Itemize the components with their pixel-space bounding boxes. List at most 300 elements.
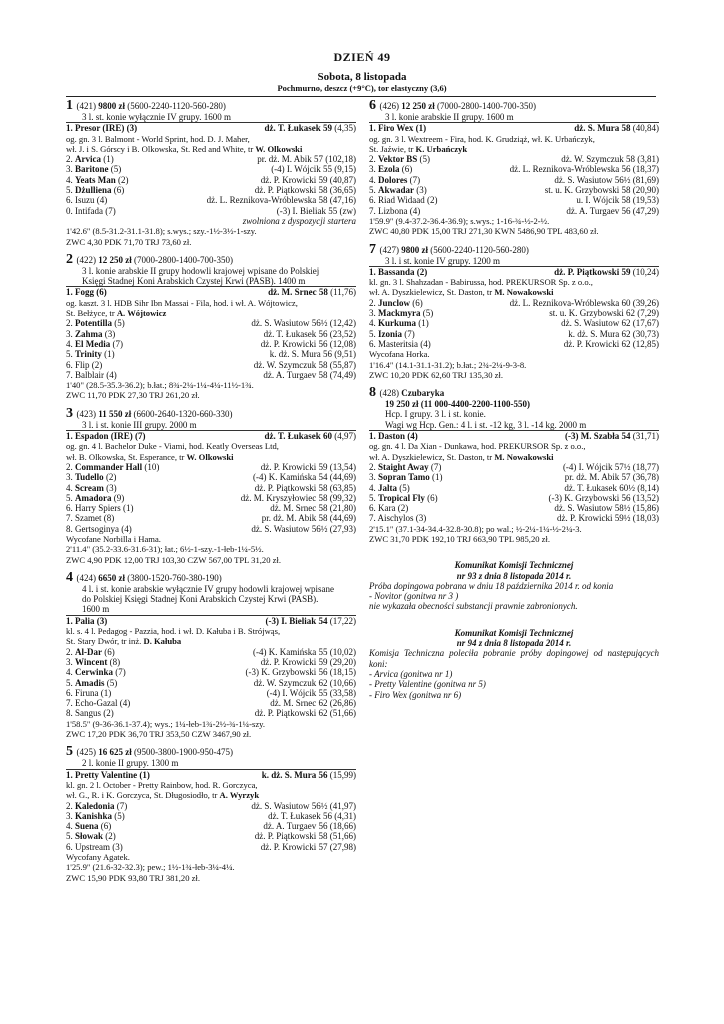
horse-cell — [369, 431, 418, 441]
horse-cell — [369, 462, 441, 472]
result-position: 8. — [66, 523, 75, 534]
horse-cell — [66, 657, 120, 667]
jockey-cell: dż. P. Piątkowski 62 (51,66) — [254, 708, 356, 719]
result-row — [369, 503, 659, 513]
jockey-cell: pr. dż. M. Abik 57 (102,18) — [257, 154, 356, 165]
result-info-line: og. kaszt. 3 l. HDB Sihr Ibn Massai - Fila, hod. i wł. A. Wójtowicz, — [66, 297, 298, 308]
horse-extra: (3) — [414, 185, 427, 196]
race-prize-split: (3800-1520-760-380-190) — [127, 572, 222, 583]
horse-name: Trinity — [75, 349, 102, 360]
result-info-line: 1'59.9" (9.4-37.2-36.4-36.9); s.wys.; 1-16-¾-½-2-½. — [369, 215, 550, 226]
horse-cell — [369, 195, 437, 205]
result-position: 6. — [66, 359, 75, 370]
horse-extra: (4) — [405, 431, 418, 442]
trainer-name: D. Kałuba — [143, 636, 182, 647]
result-row — [369, 175, 659, 185]
result-info-line: ZWC 4,30 PDK 71,70 TRJ 73,60 zł. — [66, 236, 192, 247]
result-row — [66, 329, 356, 339]
jockey-odds: (11,76) — [327, 287, 356, 298]
race-block — [66, 251, 356, 401]
horse-cell — [66, 349, 115, 359]
jockey-cell: dż. P. Piątkowski 58 (36,65) — [254, 185, 356, 196]
horse-cell — [66, 811, 125, 821]
jockey-cell: dż. P. Krowicki 57 (27,98) — [260, 841, 356, 852]
horse-extra: (6) — [102, 646, 115, 657]
result-info-line: wł. B. Olkowska, St. Esperance, tr W. Olkowski — [66, 451, 234, 462]
race-conditions: 4 l. i st. konie arabskie wyłącznie IV grupy hodowli krajowej wpisane — [82, 583, 335, 594]
result-position: 1. — [369, 266, 378, 277]
result-position: 6. — [66, 841, 75, 852]
result-info-line: og. gn. 4 l. Da Xian - Dunkawa, hod. PREKURSOR Sp. z o.o., — [369, 441, 586, 452]
horse-cell — [66, 513, 114, 523]
trainer-name: A. Wójtowicz — [116, 308, 167, 319]
result-info-line: 1'25.9" (21.6-32-32.3); pew.; 1½-1¾-łeb-3¼-4¼. — [66, 862, 235, 873]
horse-cell — [66, 318, 125, 328]
result-position: 3. — [66, 164, 75, 175]
horse-name: Yeats Man — [75, 174, 116, 185]
horse-cell — [66, 185, 124, 195]
horse-cell — [66, 206, 116, 216]
horse-cell — [369, 318, 429, 328]
jockey-cell: dż. P. Krowicki 62 (12,85) — [563, 338, 659, 349]
result-info-line: wł. G., R. i K. Gorczyca, St. Długosiodło, tr A. Wyrzyk — [66, 790, 260, 801]
horse-extra: (3) — [94, 615, 108, 626]
result-row — [66, 431, 356, 441]
horse-name: Riad Widaad (2) — [378, 195, 438, 206]
jockey-cell: (-3) I. Bieliak 54 (17,22) — [265, 615, 356, 626]
jockey-cell: (-4) I. Wójcik 55 (33,58) — [266, 687, 356, 698]
result-position: 7. — [66, 513, 75, 524]
race-block — [66, 569, 356, 740]
result-row — [66, 462, 356, 472]
jockey-cell: k. dż. S. Mura 56 (9,51) — [269, 349, 356, 360]
result-row — [66, 318, 356, 328]
horse-cell — [369, 513, 426, 523]
horse-name: Presor — [75, 123, 101, 134]
horse-cell — [369, 472, 443, 482]
result-row — [369, 308, 659, 318]
result-row — [66, 698, 356, 708]
result-position: 2. — [66, 318, 75, 329]
jockey-cell: (-4) I. Wójcik 57½ (18,77) — [562, 461, 659, 472]
result-position: 3. — [66, 656, 75, 667]
horse-name: Masteritsia (4) — [378, 338, 431, 349]
race-heading — [66, 405, 356, 421]
date-heading: Sobota, 8 listopada — [317, 71, 407, 83]
race-heading — [66, 251, 356, 267]
horse-name: Suena — [75, 821, 99, 832]
horse-name: Staight Away — [378, 461, 429, 472]
result-position: 7. — [369, 205, 378, 216]
result-position: 1. — [66, 431, 75, 442]
horse-name: Lizbona (4) — [378, 205, 421, 216]
jockey-cell: pr. dż. M. Abik 58 (44,69) — [261, 513, 356, 524]
result-row — [66, 513, 356, 523]
result-row — [369, 206, 659, 216]
horse-cell — [369, 503, 408, 513]
result-position: 5. — [66, 831, 75, 842]
horse-name: Balblair (4) — [75, 369, 117, 380]
result-row — [66, 524, 356, 534]
horse-extra: (1) — [416, 318, 429, 329]
horse-cell — [369, 493, 438, 503]
race-conditions: 2 l. konie II grupy. 1300 m — [66, 758, 356, 769]
result-info-line: ZWC 40,80 PDK 15,00 TRJ 271,30 KWN 5486,90 TPL 483,60 zł. — [369, 226, 599, 237]
result-info-line: ZWC 4,90 PDK 12,00 TRJ 103,30 CZW 567,00 TPL 31,20 zł. — [66, 554, 282, 565]
race-prize: 16 625 zł — [98, 747, 134, 758]
horse-name: Tudello — [75, 472, 104, 483]
result-row — [369, 431, 659, 441]
result-row — [369, 339, 659, 349]
result-info-line: St. Bełżyce, tr A. Wójtowicz — [66, 308, 167, 319]
result-row — [66, 185, 356, 195]
horse-extra: (6) — [98, 821, 112, 832]
result-row — [66, 339, 356, 349]
horse-name: Izonia — [378, 328, 403, 339]
race-conditions: Hcp. I grupy. 3 l. i st. konie. — [385, 409, 486, 420]
horse-extra: (6) — [410, 297, 423, 308]
commission-notice — [369, 628, 659, 700]
jockey-cell: dż. S. Wasiutow 56½ (12,42) — [251, 318, 356, 329]
horse-extra: (6) — [424, 492, 438, 503]
horse-cell — [369, 339, 431, 349]
result-row — [66, 708, 356, 718]
race-prize-split: (9500-3800-1900-950-475) — [134, 747, 233, 758]
result-row — [66, 472, 356, 482]
result-row — [66, 493, 356, 503]
result-row — [66, 154, 356, 164]
jockey-cell: dż. A. Turgaev 56 (18,66) — [263, 821, 356, 832]
trainer-name: W. Olkowski — [186, 451, 234, 462]
race-block — [369, 241, 659, 381]
horse-cell — [369, 267, 427, 277]
horse-name: Firo Wex — [378, 123, 414, 134]
jockey-cell: dż. T. Łukasek 56 (4,31) — [268, 810, 356, 821]
jockey-cell: (-3) M. Szabła 54 (31,71) — [565, 431, 659, 442]
horse-extra: (5) — [108, 164, 122, 175]
horse-name: Cerwinka — [75, 667, 113, 678]
result-position: 2. — [66, 154, 75, 165]
horse-name: Mackmyra — [378, 308, 421, 319]
horse-name: Potentilla — [75, 318, 112, 329]
horse-name: Daston — [378, 431, 406, 442]
result-info-line: Wycofane Norbilla i Hama. — [66, 533, 161, 544]
result-row — [369, 462, 659, 472]
horse-extra: (10) — [142, 461, 160, 472]
horse-cell — [369, 308, 433, 318]
jockey-cell: dż. M. Kryszyłowiec 58 (99,32) — [240, 492, 356, 503]
result-row — [66, 647, 356, 657]
result-row — [369, 123, 659, 133]
jockey-odds: (4,97) — [332, 431, 356, 442]
horse-extra: (7) — [110, 338, 123, 349]
result-position: 2. — [369, 461, 378, 472]
notice-text: - Firo Wex (gonitwa nr 6) — [369, 689, 462, 700]
race-block — [369, 387, 659, 544]
result-position: 4. — [66, 482, 75, 493]
notice-title: Komunikat Komisji Technicznej — [454, 627, 574, 638]
horse-cell — [66, 688, 111, 698]
result-position: 5. — [369, 185, 378, 196]
result-position: 3. — [66, 810, 75, 821]
result-row — [369, 195, 659, 205]
horse-name: Dżulliena — [75, 185, 112, 196]
race-conditions: 3 l. konie arabskie II grupy hodowli krajowej wpisane do Polskiej — [82, 265, 320, 276]
notice-text: Próba dopingowa pobrana w dniu 18 października 2014 r. od konia — [369, 580, 614, 591]
result-position: 3. — [369, 164, 378, 175]
result-position: 4. — [66, 174, 75, 185]
horse-name: Kaledonia — [75, 800, 115, 811]
horse-extra: (7) — [114, 800, 128, 811]
result-row — [369, 329, 659, 339]
horse-name: Szamet (8) — [75, 513, 115, 524]
jockey-cell: dż. P. Piątkowski 58 (51,66) — [254, 831, 356, 842]
result-row — [66, 370, 356, 380]
jockey-cell: (-4) I. Wójcik 55 (9,15) — [271, 164, 356, 175]
result-row — [66, 678, 356, 688]
horse-cell — [66, 524, 132, 534]
result-row — [369, 298, 659, 308]
result-position: 6. — [66, 687, 75, 698]
result-info-line: kl. s. 4 l. Pedagog - Pazzia, hod. i wł. D. Kałuba i B. Strójwąs, — [66, 626, 281, 637]
horse-cell — [66, 472, 116, 482]
jockey-cell: dż. T. Łukasek 59 (4,35) — [264, 123, 356, 134]
result-info-line: ZWC 10,20 PDK 62,60 TRJ 135,30 zł. — [369, 369, 504, 380]
horse-name: Kara (2) — [378, 503, 409, 514]
horse-cell — [369, 175, 420, 185]
result-position: 2. — [369, 154, 378, 165]
notice-text: - Arvica (gonitwa nr 1) — [369, 668, 453, 679]
result-info-line: Wycofany Agatek. — [66, 852, 130, 862]
result-position: 5. — [66, 677, 75, 688]
race-prize-split: (5600-2240-1120-560-280) — [430, 244, 529, 255]
result-position: 2. — [66, 646, 75, 657]
result-row — [66, 657, 356, 667]
horse-name: Isuzu (4) — [75, 195, 108, 206]
result-row — [66, 667, 356, 677]
horse-extra: (5) — [112, 810, 125, 821]
horse-name: Wincent — [75, 656, 108, 667]
jockey-cell: dż. P. Krowicki 56 (12,08) — [260, 338, 356, 349]
jockey-cell: dż. S. Wasiutow 56½ (27,93) — [251, 523, 356, 534]
jockey-cell: dż. S. Wasiutow 58½ (15,86) — [554, 503, 659, 514]
horse-cell — [66, 667, 126, 677]
jockey-cell: dż. S. Wasiutow 56½ (41,97) — [251, 800, 356, 811]
jockey-odds: (17,22) — [327, 615, 356, 626]
race-number: 1 — [66, 98, 77, 113]
result-position: 4. — [369, 318, 378, 329]
horse-cell — [66, 360, 102, 370]
race-code: (422) — [76, 254, 99, 265]
result-info-line: wł. J. i S. Górscy i B. Olkowska, St. Red and White, tr W. Olkowski — [66, 143, 303, 154]
result-position: 6. — [66, 195, 75, 206]
horse-cell — [369, 164, 412, 174]
horse-cell — [66, 370, 117, 380]
horse-extra: (3) — [102, 328, 116, 339]
jockey-cell: dż. L. Reznikova-Wróblewska 60 (39,26) — [509, 297, 659, 308]
race-prize: 6650 zł — [98, 572, 128, 583]
horse-cell — [66, 287, 107, 297]
horse-extra: (6) — [399, 164, 413, 175]
result-position: 1. — [66, 615, 75, 626]
result-position: 4. — [66, 667, 75, 678]
horse-name: Bassanda — [378, 266, 415, 277]
horse-cell — [369, 185, 427, 195]
horse-cell — [66, 123, 137, 133]
horse-name: Espadon — [75, 431, 109, 442]
horse-cell — [66, 831, 116, 841]
jockey-odds: (40,84) — [630, 123, 659, 134]
result-position: 0. — [66, 205, 75, 216]
result-row — [66, 349, 356, 359]
horse-cell — [66, 801, 127, 811]
result-info-line: 1'42.6" (8.5-31.2-31.1-31.8); s.wys.; szy.-1½-3½-1-szy. — [66, 226, 257, 237]
result-row — [66, 821, 356, 831]
result-position: 4. — [66, 338, 75, 349]
result-info-line: 1'40" (28.5-35.3-36.2); b.łat.; 8¾-2¼-1¼-4¼-11½-1¾. — [66, 380, 254, 391]
horse-cell — [66, 821, 111, 831]
trainer-name: M. Nowakowski — [494, 451, 554, 462]
horse-extra: (1) — [429, 472, 443, 483]
result-info-line: 1'16.4" (14.1-31.1-31.2); b.łat.; 2¾-2¼-9-3-8. — [369, 359, 527, 370]
horse-name: Tropical Fly — [378, 492, 425, 503]
jockey-cell: (-3) K. Grzybowski 56 (18,15) — [245, 667, 356, 678]
notice-number: nr 93 z dnia 8 listopada 2014 r. — [456, 570, 572, 581]
race-block — [66, 100, 356, 247]
race-code: (428) — [379, 388, 402, 399]
horse-extra: (1) — [101, 154, 114, 165]
left-column — [66, 100, 356, 890]
notice-number: nr 94 z dnia 8 listopada 2014 r. — [456, 638, 572, 649]
horse-name: Junclow — [378, 297, 411, 308]
race-code: (426) — [379, 101, 402, 111]
race-block — [66, 746, 356, 883]
result-info-line: St. Stary Dwór, tr inż. D. Kałuba — [66, 636, 182, 647]
header-divider — [66, 96, 656, 97]
race-prize-split: (7000-2800-1400-700-350) — [437, 101, 536, 111]
horse-extra: (1) — [137, 769, 150, 780]
horse-cell — [66, 339, 123, 349]
horse-name: Scream — [75, 482, 104, 493]
jockey-cell: dż. W. Szymczuk 58 (3,81) — [561, 154, 659, 165]
race-conditions: 1600 m — [66, 604, 356, 615]
horse-name: Akwadar — [378, 185, 415, 196]
result-info-line: 2'15.1" (37.1-34-34.4-32.8-30.8); po wal.; ½-2¼-1¼-½-2¼-3. — [369, 523, 582, 534]
jockey-cell: k. dż. S. Mura 56 (15,99) — [261, 769, 356, 780]
result-row — [66, 842, 356, 852]
horse-extra: (7) — [113, 667, 126, 678]
right-column — [369, 100, 659, 700]
horse-name: Gertsoginya (4) — [75, 523, 132, 534]
notice-text: Komisja Techniczna poleciła pobranie próby dopingowej od następujących koni: — [369, 648, 659, 669]
horse-name: Al-Dar — [75, 646, 102, 657]
race-number: 5 — [66, 744, 77, 760]
result-position: 3. — [369, 308, 378, 319]
result-info-line: og. gn. 4 l. Bachelor Duke - Viami, hod. Keatly Overseas Ltd, — [66, 441, 279, 452]
race-block — [369, 100, 659, 237]
horse-extra: (6) — [94, 287, 107, 298]
result-position: 6. — [66, 503, 75, 514]
jockey-cell: pr. dż. M. Abik 57 (36,78) — [564, 472, 659, 483]
jockey-cell: dż. P. Krowicki 59 (13,54) — [260, 461, 356, 472]
horse-name: Arvica — [75, 154, 101, 165]
jockey-cell: dż. P. Krowicki 59 (40,87) — [260, 174, 356, 185]
horse-cell — [66, 164, 121, 174]
result-position: 1. — [369, 123, 378, 134]
race-heading — [369, 241, 659, 257]
horse-cell — [369, 298, 423, 308]
jockey-cell: (-4) K. Kamińska 55 (10,02) — [253, 646, 356, 657]
horse-name: Aischylos (3) — [377, 513, 427, 524]
horse-name: Kanishka — [75, 810, 113, 821]
jockey-odds: (15,99) — [327, 769, 356, 780]
jockey-cell: dż. A. Turgaev 56 (47,29) — [566, 205, 659, 216]
race-number: 7 — [369, 241, 380, 257]
horse-name: Amadora — [75, 492, 112, 503]
result-row — [66, 811, 356, 821]
jockey-cell: dż. P. Krowicki 59½ (18,03) — [557, 513, 659, 524]
result-position: 3. — [66, 472, 75, 483]
result-position: 4. — [369, 482, 378, 493]
race-number: 3 — [66, 405, 77, 421]
horse-extra: (5) — [397, 482, 410, 493]
result-position: 5. — [66, 185, 75, 196]
horse-cell — [66, 329, 115, 339]
result-row — [66, 770, 356, 780]
jockey-cell: dż. W. Szymczuk 58 (55,87) — [253, 359, 356, 370]
result-row — [66, 123, 356, 133]
trainer-name: M. Nowakowski — [494, 287, 554, 298]
horse-cell — [66, 431, 146, 441]
horse-cell — [369, 329, 415, 339]
race-code: (424) — [76, 572, 99, 583]
result-row — [66, 287, 356, 297]
horse-cell — [369, 206, 420, 216]
result-info-line: 2'11.4" (35.2-33.6-31.6-31); łat.; 6½-1-szy.-1-łeb-1¼-5½. — [66, 544, 264, 555]
horse-cell — [66, 698, 130, 708]
jockey-cell: dż. L. Reznikova-Wróblewska 56 (18,37) — [509, 164, 659, 175]
race-prize: 11 550 zł — [98, 408, 134, 419]
result-position: 2. — [66, 800, 75, 811]
result-row — [369, 267, 659, 277]
result-position: 3. — [66, 328, 75, 339]
jockey-cell: (-3) K. Grzybowski 56 (13,52) — [548, 492, 659, 503]
horse-name: Firuna (1) — [75, 687, 112, 698]
horse-name: Kurkuma — [378, 318, 417, 329]
race-prize: 12 250 zł — [401, 101, 437, 111]
horse-cell — [66, 842, 123, 852]
result-row — [369, 154, 659, 164]
horse-extra: (5) — [420, 308, 434, 319]
jockey-cell: dż. L. Reznikova-Wróblewska 58 (47,16) — [206, 195, 356, 206]
result-info-line: kl. gn. 2 l. October - Pretty Rainbow, hod. R. Gorczyca, — [66, 779, 258, 790]
horse-extra: (7) — [402, 328, 415, 339]
jockey-cell: u. I. Wójcik 58 (19,53) — [576, 195, 659, 206]
result-row — [66, 164, 356, 174]
race-prize: 12 250 zł — [98, 254, 134, 265]
horse-name: Ezola — [378, 164, 400, 175]
horse-cell — [66, 175, 129, 185]
result-info-line: wł. A. Dyszkielewicz, St. Daston, tr M. Nowakowski — [369, 451, 554, 462]
horse-extra: (IRE) (3) — [100, 123, 138, 134]
result-position: 7. — [369, 513, 378, 524]
notice-text: - Novitor (gonitwa nr 3 ) — [369, 591, 459, 602]
jockey-cell: dż. M. Srnec 62 (26,86) — [270, 698, 356, 709]
horse-name: Amadis — [75, 677, 105, 688]
result-info-line: og. gn. 3 l. Wextreem - Fira, hod. K. Grudziąż, wł. K. Urbańczyk, — [369, 133, 595, 144]
result-position: 5. — [369, 328, 378, 339]
jockey-cell: dż. M. Srnec 58 (11,76) — [268, 287, 356, 298]
